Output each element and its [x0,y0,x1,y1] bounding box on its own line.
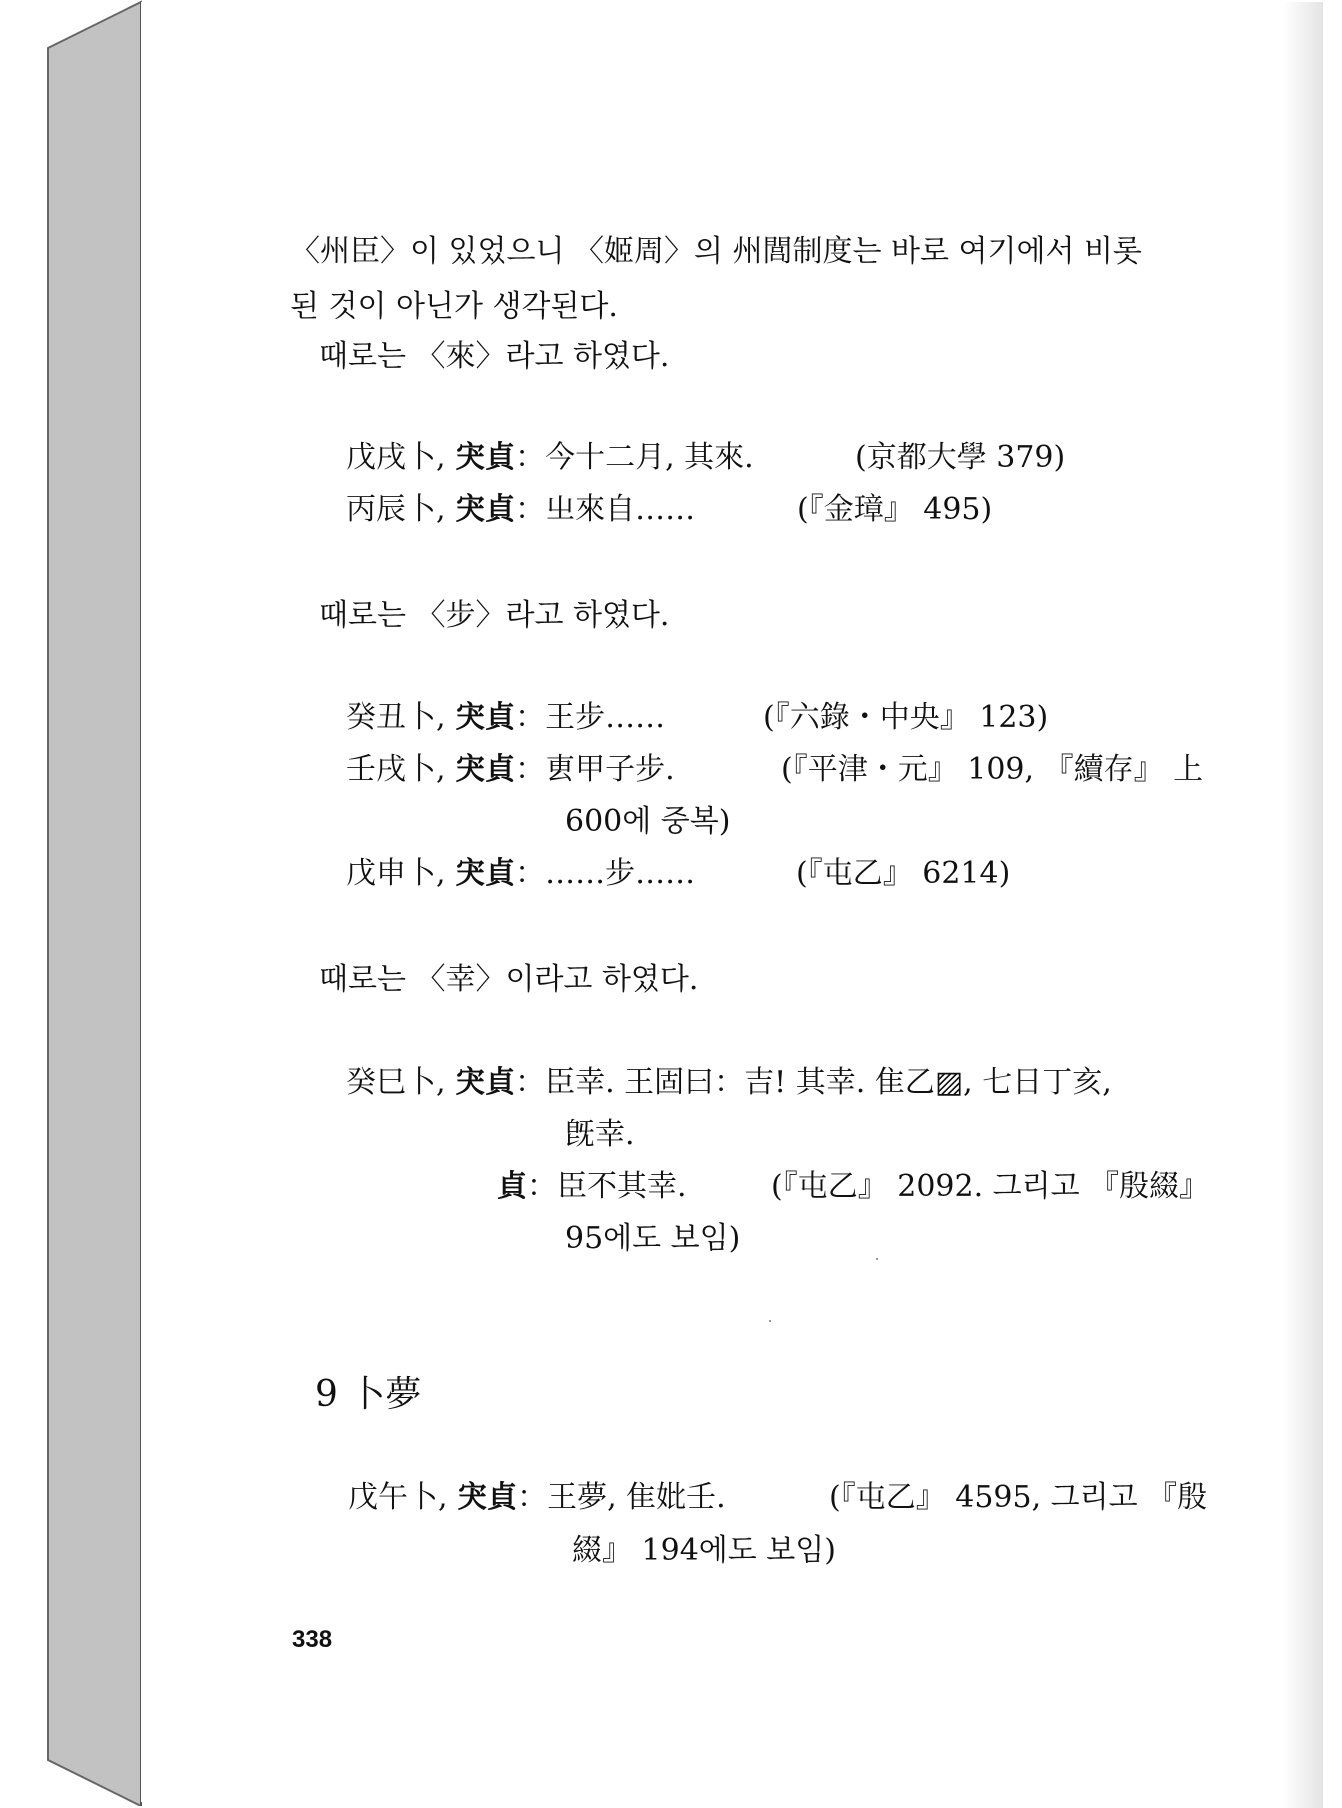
lai-entry-1-ref: (京都大學 379) [855,440,1066,475]
lai-entry-2-ref: (『金璋』 495) [797,492,993,527]
xing-entry-2 [497,1168,687,1206]
bu-entry-3-ref: (『屯乙』 6214) [796,856,1011,891]
entry-diviner: 宊貞 [455,1065,516,1100]
entry-prefix: 壬戌卜, [346,752,456,787]
entry-text: ：叀甲子步. [515,752,675,787]
entry-text: ：㞢來自…… [515,492,696,527]
section-lai-lead: 때로는 〈來〉라고 하였다. [319,339,670,374]
entry-diviner: 宊貞 [455,492,516,527]
entry-diviner: 宊貞 [455,752,516,787]
entry-text: ：王步…… [515,700,666,735]
entry-prefix: 戊戌卜, [346,440,456,475]
xing-entry-1 [346,1064,1112,1102]
entry-diviner: 宊貞 [455,440,516,475]
dream-entry [348,1479,726,1517]
entry-prefix: 癸巳卜, [346,1065,456,1100]
book-page [141,2,1323,1802]
entry-text: ：……步…… [515,856,696,891]
entry-text: ：臣幸. 王固曰：吉! 其幸. 隹乙▨, 七日丁亥, [515,1065,1112,1100]
page-edge-shadow [1283,2,1323,1808]
entry-diviner: 宊貞 [455,856,516,891]
bu-entry-2 [346,751,675,789]
bu-entry-2-ref: (『平津・元』 109, 『續存』 上 [781,752,1204,787]
section-xing-lead: 때로는 〈幸〉이라고 하였다. [319,962,699,997]
xing-entry-2-ref-cont: 95에도 보임) [565,1221,741,1256]
entry-diviner: 貞 [497,1169,527,1204]
entry-diviner: 宊貞 [457,1480,518,1515]
lai-entry-1 [346,439,754,477]
entry-prefix: 丙辰卜, [346,492,456,527]
xing-entry-2-ref: (『屯乙』 2092. 그리고 『殷綴』 [771,1169,1210,1204]
intro-line-2: 된 것이 아닌가 생각된다. [290,289,618,324]
section-9-heading: 9 卜夢 [315,1374,422,1415]
entry-text: ：臣不其幸. [527,1169,687,1204]
intro-line-1: 〈州臣〉이 있었으니 〈姬周〉의 州閭制度는 바로 여기에서 비롯 [290,234,1142,269]
bu-entry-3 [346,855,695,893]
entry-prefix: 戊申卜, [346,856,456,891]
speck-mark [876,1258,878,1260]
bu-entry-1 [346,699,665,737]
dream-entry-ref: (『屯乙』 4595, 그리고 『殷 [829,1480,1208,1515]
entry-text: ：今十二月, 其來. [515,440,754,475]
entry-diviner: 宊貞 [455,700,516,735]
entry-text: ：王夢, 隹妣壬. [517,1480,726,1515]
xing-entry-1-cont: 旣幸. [565,1117,635,1152]
entry-prefix: 癸丑卜, [346,700,456,735]
dream-entry-ref-cont: 綴』 194에도 보임) [572,1533,836,1568]
speck-mark [769,1320,771,1322]
bu-entry-2-ref-cont: 600에 중복) [565,804,731,839]
lai-entry-2 [346,491,695,529]
entry-prefix: 戊午卜, [348,1480,458,1515]
bu-entry-1-ref: (『六錄・中央』 123) [763,700,1049,735]
page-number: 338 [292,1626,333,1653]
section-bu-lead: 때로는 〈步〉라고 하였다. [319,598,670,633]
book-spine-edge [0,0,150,1806]
